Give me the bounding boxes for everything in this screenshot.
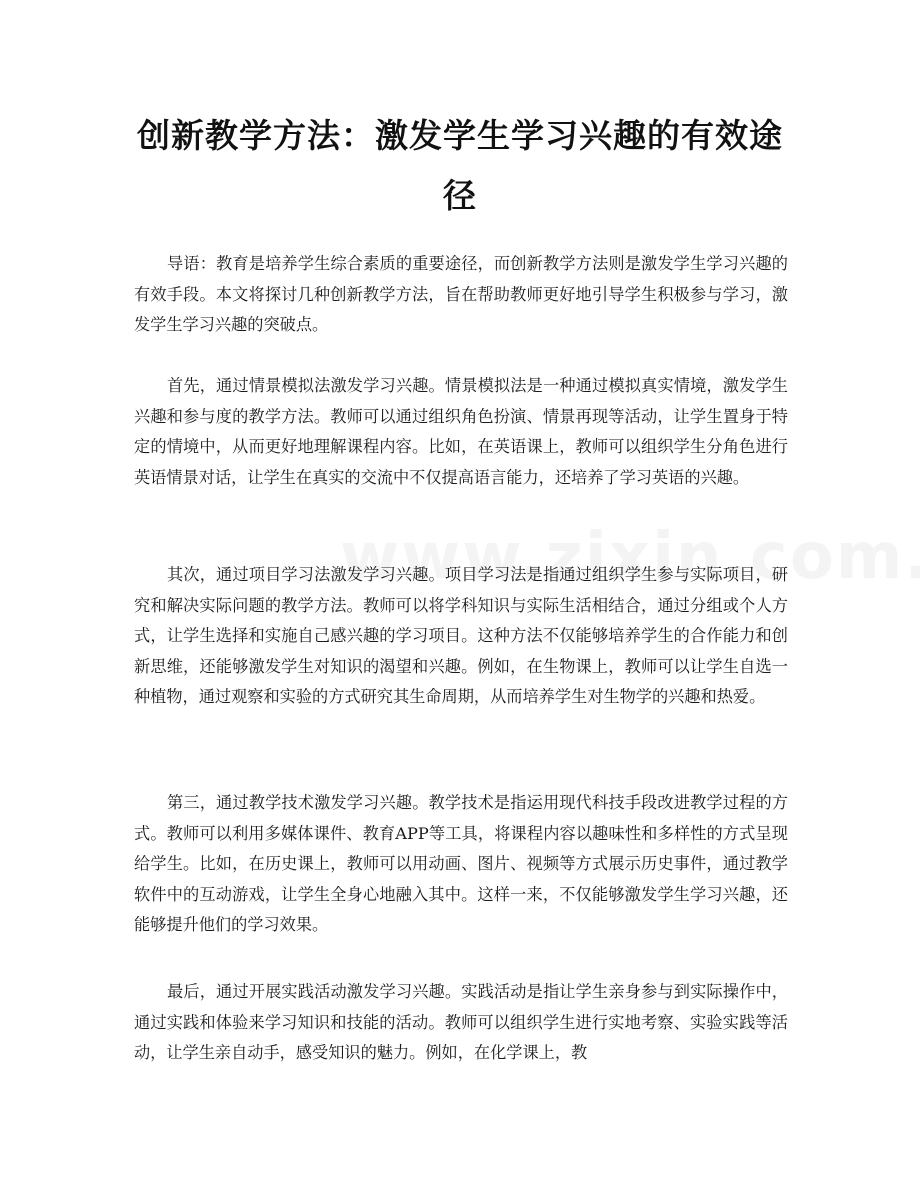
paragraph-intro: 导语：教育是培养学生综合素质的重要途径，而创新教学方法则是激发学生学习兴趣的有效手段。本文将探讨几种创新教学方法，旨在帮助教师更好地引导学生积极参与学习，激发学生学习兴趣的突破点。	[134, 254, 788, 335]
page-title: 创新教学方法：激发学生学习兴趣的有效途径	[137, 116, 783, 215]
paragraph-second: 其次，通过项目学习法激发学习兴趣。项目学习法是指通过组织学生参与实际项目，研究和解决实际问题的教学方法。教师可以将学科知识与实际生活相结合，通过分组或个人方式，让学生选择和实施自己感兴趣的学习项目。这种方法不仅能够培养学生的合作能力和创新思维，还能够激发学生对知识的渴望和兴趣。例如，在生物课上，教师可以让学生自选一种植物，通过观察和实验的方式研究其生命周期，从而培养学生对生物学的兴趣和热爱。	[134, 565, 788, 707]
paragraph-last: 最后，通过开展实践活动激发学习兴趣。实践活动是指让学生亲身参与到实际操作中，通过实践和体验来学习知识和技能的活动。教师可以组织学生进行实地考察、实验实践等活动，让学生亲自动手，感受知识的魅力。例如，在化学课上，教	[134, 982, 788, 1063]
paragraph-first: 首先，通过情景模拟法激发学习兴趣。情景模拟法是一种通过模拟真实情境，激发学生兴趣和参与度的教学方法。教师可以通过组织角色扮演、情景再现等活动，让学生置身于特定的情境中，从而更好地理解课程内容。比如，在英语课上，教师可以组织学生分角色进行英语情景对话，让学生在真实的交流中不仅提高语言能力，还培养了学习英语的兴趣。	[134, 376, 788, 487]
paragraph-third: 第三，通过教学技术激发学习兴趣。教学技术是指运用现代科技手段改进教学过程的方式。教师可以利用多媒体课件、教育APP等工具，将课程内容以趣味性和多样性的方式呈现给学生。比如，在历史课上，教师可以用动画、图片、视频等方式展示历史事件，通过教学软件中的互动游戏，让学生全身心地融入其中。这样一来，不仅能够激发学生学习兴趣，还能够提升他们的学习效果。	[134, 793, 788, 935]
